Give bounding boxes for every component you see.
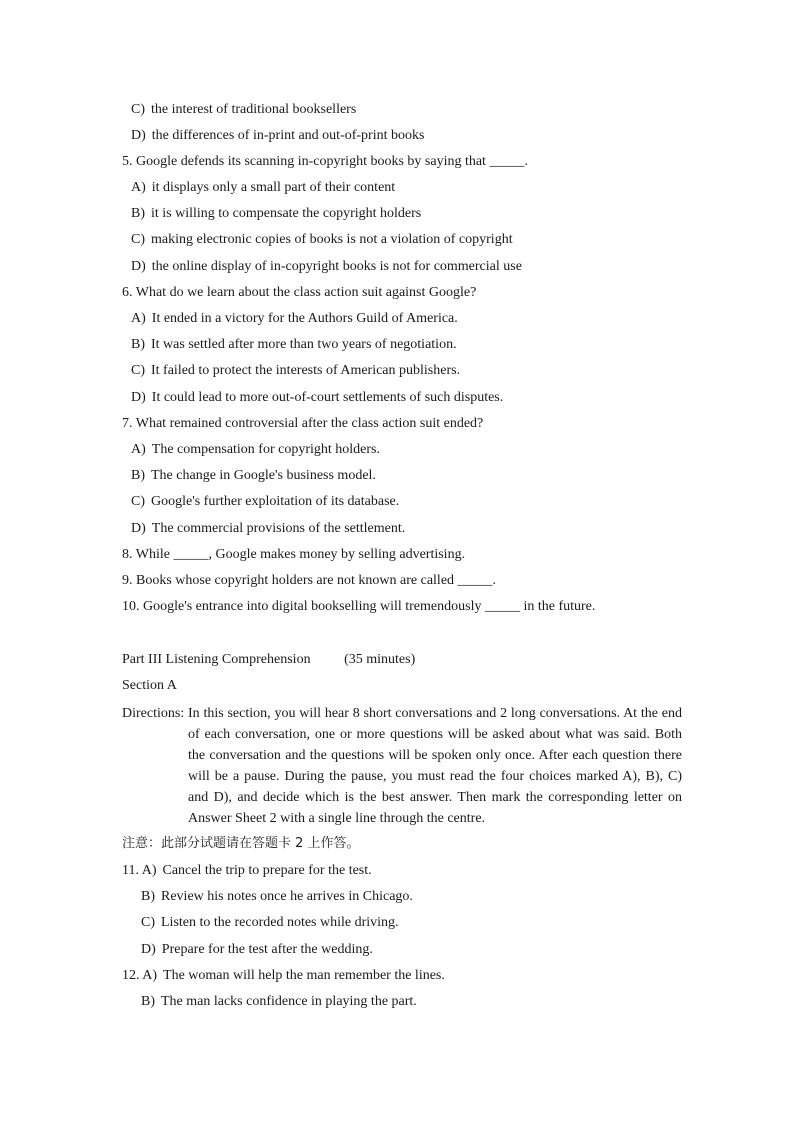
q12-option-b: B) The man lacks confidence in playing the part. bbox=[141, 994, 417, 1009]
part3-heading bbox=[122, 651, 415, 669]
q5-option-a: A) it displays only a small part of their content bbox=[131, 180, 396, 195]
q5-option-c: C) making electronic copies of books is not a violation of copyright bbox=[131, 232, 513, 247]
q6-stem: 6. What do we learn about the class action suit against Google? bbox=[122, 285, 477, 300]
part3-time: (35 minutes) bbox=[344, 652, 416, 667]
q11-option-c: C) Listen to the recorded notes while driving. bbox=[141, 915, 399, 930]
answer-sheet-note: 注意：此部分试题请在答题卡 2 上作答。 bbox=[122, 836, 360, 851]
q4-option-c: C) the interest of traditional booksellers bbox=[131, 102, 357, 117]
q10-stem: 10. Google's entrance into digital bookselling will tremendously _____ in the future. bbox=[122, 599, 596, 614]
q5-option-b: B) it is willing to compensate the copyright holders bbox=[131, 206, 422, 221]
directions-text: In this section, you will hear 8 short conversations and 2 long conversations. At the end of each conversation, one or more questions will be asked about what was said. Both the conversation and the questions will be spoken only once. After each question there will be a pause. During the pause, you must read the four choices marked A), B), C) and D), and decide which is the best answer. Then mark the corresponding letter on Answer Sheet 2 with a single line through the centre. bbox=[188, 706, 682, 826]
directions-paragraph bbox=[122, 703, 682, 829]
q12-number: 12. bbox=[122, 968, 140, 983]
q11-number: 11. bbox=[122, 863, 139, 878]
q7-option-b: B) The change in Google's business model. bbox=[131, 468, 376, 483]
q6-option-d: D) It could lead to more out-of-court settlements of such disputes. bbox=[131, 390, 504, 405]
q7-option-d: D) The commercial provisions of the settlement. bbox=[131, 521, 406, 536]
section-a-heading: Section A bbox=[122, 678, 177, 693]
q12-option-a: 12. A) The woman will help the man remember the lines. bbox=[122, 968, 445, 983]
q4-option-d: D) the differences of in-print and out-of-print books bbox=[131, 128, 425, 143]
q7-option-a: A) The compensation for copyright holders. bbox=[131, 442, 380, 457]
q11-option-b: B) Review his notes once he arrives in Chicago. bbox=[141, 889, 413, 904]
q8-stem: 8. While _____, Google makes money by selling advertising. bbox=[122, 547, 466, 562]
q5-stem: 5. Google defends its scanning in-copyright books by saying that _____. bbox=[122, 154, 528, 169]
q7-stem: 7. What remained controversial after the class action suit ended? bbox=[122, 416, 484, 431]
q6-option-a: A) It ended in a victory for the Authors Guild of America. bbox=[131, 311, 458, 326]
q5-option-d: D) the online display of in-copyright books is not for commercial use bbox=[131, 259, 522, 274]
q11-option-a: 11. A) Cancel the trip to prepare for the test. bbox=[122, 863, 372, 878]
q7-option-c: C) Google's further exploitation of its database. bbox=[131, 494, 400, 509]
part3-title: Part III Listening Comprehension bbox=[122, 652, 311, 667]
q11-option-d: D) Prepare for the test after the wedding. bbox=[141, 942, 373, 957]
q9-stem: 9. Books whose copyright holders are not known are called _____. bbox=[122, 573, 497, 588]
q6-option-b: B) It was settled after more than two years of negotiation. bbox=[131, 337, 457, 352]
directions-label: Directions: bbox=[122, 706, 185, 721]
q6-option-c: C) It failed to protect the interests of American publishers. bbox=[131, 363, 461, 378]
